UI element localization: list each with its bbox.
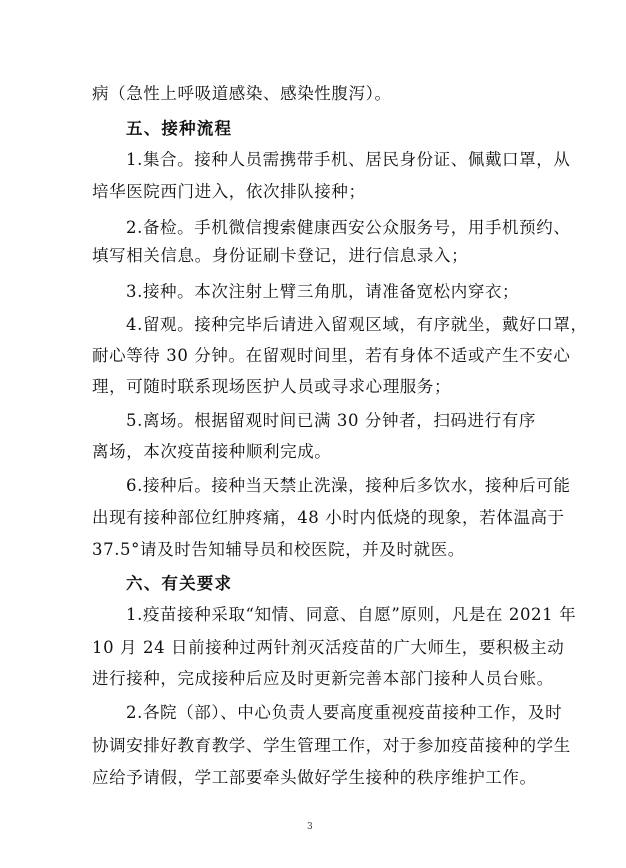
section-heading: 六、有关要求 xyxy=(126,574,233,593)
text-line: 进行接种，完成接种后应及时更新完善本部门接种人员台账。 xyxy=(92,669,554,688)
text-line: 应给予请假，学工部要牵头做好学生接种的秩序维护工作。 xyxy=(92,768,537,787)
text-line: 2.备检。手机微信搜索健康西安公众服务号，用手机预约、 xyxy=(126,218,571,237)
text-line: 培华医院西门进入，依次排队接种； xyxy=(92,182,366,201)
text-line: 6.接种后。接种当天禁止洗澡，接种后多饮水，接种后可能 xyxy=(126,476,571,495)
text-line: 10 月 24 日前接种过两针剂灭活疫苗的广大师生，要积极主动 xyxy=(92,638,565,657)
text-line: 3.接种。本次注射上臂三角肌，请准备宽松内穿衣； xyxy=(126,282,520,301)
text-line: 出现有接种部位红肿疼痛，48 小时内低烧的现象，若体温高于 xyxy=(92,508,565,527)
page-number: 3 xyxy=(307,822,313,832)
text-line: 理，可随时联系现场医护人员或寻求心理服务； xyxy=(92,377,452,396)
text-line: 1.疫苗接种采取“知情、同意、自愿”原则，凡是在 2021 年 xyxy=(126,605,577,624)
text-line: 5.离场。根据留观时间已满 30 分钟者，扫码进行有序 xyxy=(126,411,536,430)
section-heading: 五、接种流程 xyxy=(126,119,233,138)
text-line: 4.留观。接种完毕后请进入留观区域，有序就坐，戴好口罩， xyxy=(126,315,588,334)
text-line: 37.5°请及时告知辅导员和校医院，并及时就医。 xyxy=(92,540,465,559)
text-line: 离场，本次疫苗接种顺利完成。 xyxy=(92,442,332,461)
text-line: 病（急性上呼吸道感染、感染性腹泻）。 xyxy=(92,84,392,103)
text-line: 1.集合。接种人员需携带手机、居民身份证、佩戴口罩，从 xyxy=(126,150,571,169)
text-line: 填写相关信息。身份证刷卡登记，进行信息录入； xyxy=(92,246,469,265)
text-line: 协调安排好教育教学、学生管理工作，对于参加疫苗接种的学生 xyxy=(92,736,571,755)
text-line: 耐心等待 30 分钟。在留观时间里，若有身体不适或产生不安心 xyxy=(92,346,571,365)
text-line: 2.各院（部）、中心负责人要高度重视疫苗接种工作，及时 xyxy=(126,703,563,722)
